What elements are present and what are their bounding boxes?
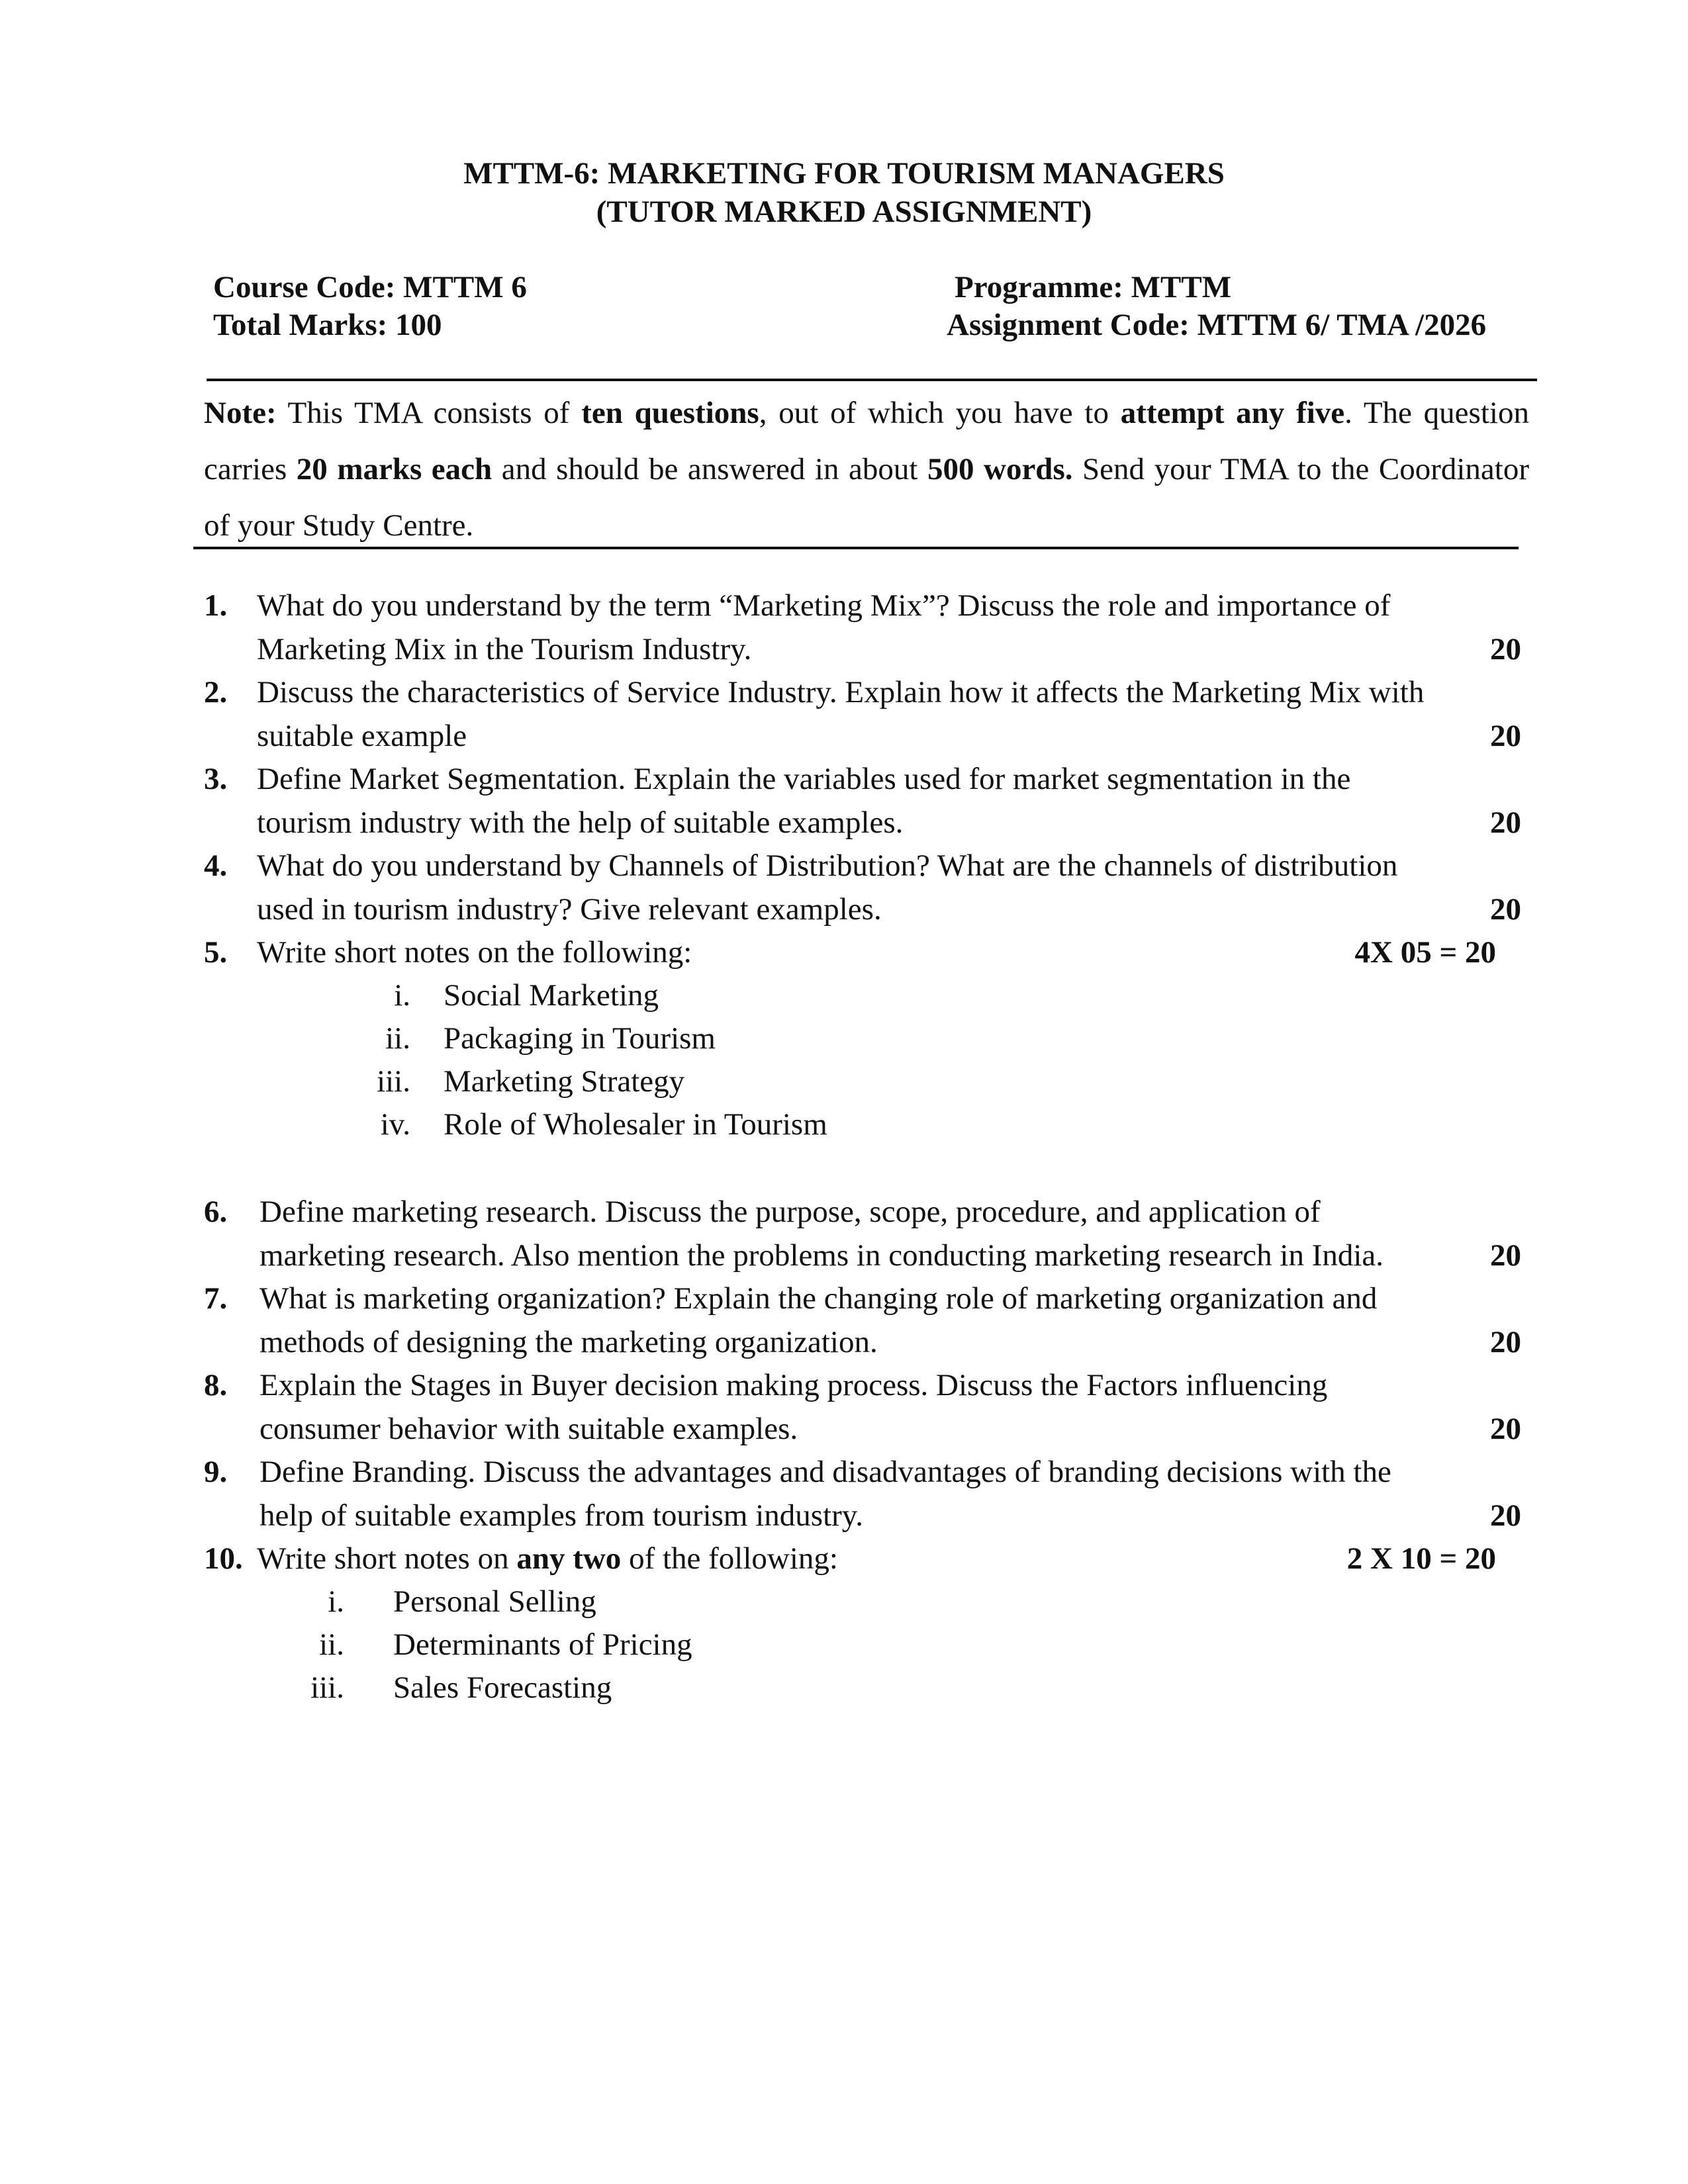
question-text: Define Market Segmentation. Explain the variables used for market segmentation in the xyxy=(257,762,1351,796)
question-marks: 20 xyxy=(1490,719,1521,753)
question-number: 1. xyxy=(204,588,228,623)
question-item xyxy=(204,757,1534,844)
sub-item: i. Personal Selling xyxy=(328,1584,596,1619)
instructions-note: Note: This TMA consists of ten questions, out of which you have to attempt any five. The question carries 20 marks each and should be answered in about 500 words. Send your TMA to the Coordinator of your Study Centre. xyxy=(204,396,1529,543)
question-text: Write short notes on the following: xyxy=(257,935,692,970)
sub-item: i. Social Marketing xyxy=(394,978,659,1013)
question-number: 9. xyxy=(204,1455,228,1489)
question-item xyxy=(204,844,1534,931)
assignment-code: Assignment Code: MTTM 6/ TMA /2026 xyxy=(947,308,1487,342)
note-label: Note: xyxy=(204,396,277,430)
question-item xyxy=(204,1450,1534,1537)
question-number: 6. xyxy=(204,1195,228,1229)
question-marks: 20 xyxy=(1490,892,1521,927)
question-number: 3. xyxy=(204,762,228,796)
question-text: Marketing Mix in the Tourism Industry. xyxy=(257,632,752,666)
question-marks: 20 xyxy=(1490,1325,1521,1359)
question-text: marketing research. Also mention the problems in conducting marketing research in India. xyxy=(259,1238,1384,1273)
question-text: suitable example xyxy=(257,719,467,753)
question-marks: 20 xyxy=(1490,632,1521,666)
note-rule xyxy=(193,547,1519,549)
document-subtitle: (TUTOR MARKED ASSIGNMENT) xyxy=(596,195,1092,229)
question-item xyxy=(204,670,1534,758)
course-code: Course Code: MTTM 6 xyxy=(213,270,527,304)
sub-item: iv. Role of Wholesaler in Tourism xyxy=(380,1107,827,1142)
question-marks: 20 xyxy=(1490,1498,1521,1533)
question-text: What do you understand by the term “Marketing Mix”? Discuss the role and importance of xyxy=(257,588,1391,623)
question-text: consumer behavior with suitable examples. xyxy=(259,1412,798,1446)
question-item xyxy=(204,1190,1534,1277)
question-number: 8. xyxy=(204,1368,228,1402)
question-marks: 20 xyxy=(1490,805,1521,840)
question-number: 2. xyxy=(204,675,228,709)
question-marks: 4X 05 = 20 xyxy=(1354,935,1496,970)
question-number: 10. xyxy=(204,1541,243,1576)
question-text: Explain the Stages in Buyer decision making process. Discuss the Factors influencing xyxy=(259,1368,1328,1402)
question-item xyxy=(204,1537,1534,1580)
question-item xyxy=(204,931,1534,974)
question-item xyxy=(204,1363,1534,1451)
question-text: What is marketing organization? Explain the changing role of marketing organization and xyxy=(259,1281,1378,1316)
total-marks: Total Marks: 100 xyxy=(213,308,442,342)
sub-item: ii. Determinants of Pricing xyxy=(319,1627,692,1662)
question-text: help of suitable examples from tourism industry. xyxy=(259,1498,863,1533)
question-text: used in tourism industry? Give relevant examples. xyxy=(257,892,882,927)
document-title: MTTM-6: MARKETING FOR TOURISM MANAGERS xyxy=(463,156,1225,191)
question-text: Discuss the characteristics of Service Industry. Explain how it affects the Marketing Mix with xyxy=(257,675,1425,709)
sub-item: iii. Sales Forecasting xyxy=(310,1670,612,1705)
question-marks: 2 X 10 = 20 xyxy=(1346,1541,1496,1576)
question-text: Write short notes on any two of the following: xyxy=(257,1541,838,1576)
question-number: 5. xyxy=(204,935,228,970)
header-rule xyxy=(207,379,1537,381)
sub-item: iii. Marketing Strategy xyxy=(377,1064,685,1099)
question-text: What do you understand by Channels of Distribution? What are the channels of distribution xyxy=(257,848,1398,883)
programme: Programme: MTTM xyxy=(955,270,1232,304)
question-text: tourism industry with the help of suitable examples. xyxy=(257,805,904,840)
question-number: 4. xyxy=(204,848,228,883)
question-text: Define marketing research. Discuss the purpose, scope, procedure, and application of xyxy=(259,1195,1321,1229)
question-text: methods of designing the marketing organization. xyxy=(259,1325,878,1359)
question-marks: 20 xyxy=(1490,1238,1521,1273)
question-item xyxy=(204,584,1534,671)
question-number: 7. xyxy=(204,1281,228,1316)
question-item xyxy=(204,1277,1534,1364)
question-marks: 20 xyxy=(1490,1412,1521,1446)
sub-item: ii. Packaging in Tourism xyxy=(385,1021,716,1056)
question-text: Define Branding. Discuss the advantages and disadvantages of branding decisions with the xyxy=(259,1455,1391,1489)
